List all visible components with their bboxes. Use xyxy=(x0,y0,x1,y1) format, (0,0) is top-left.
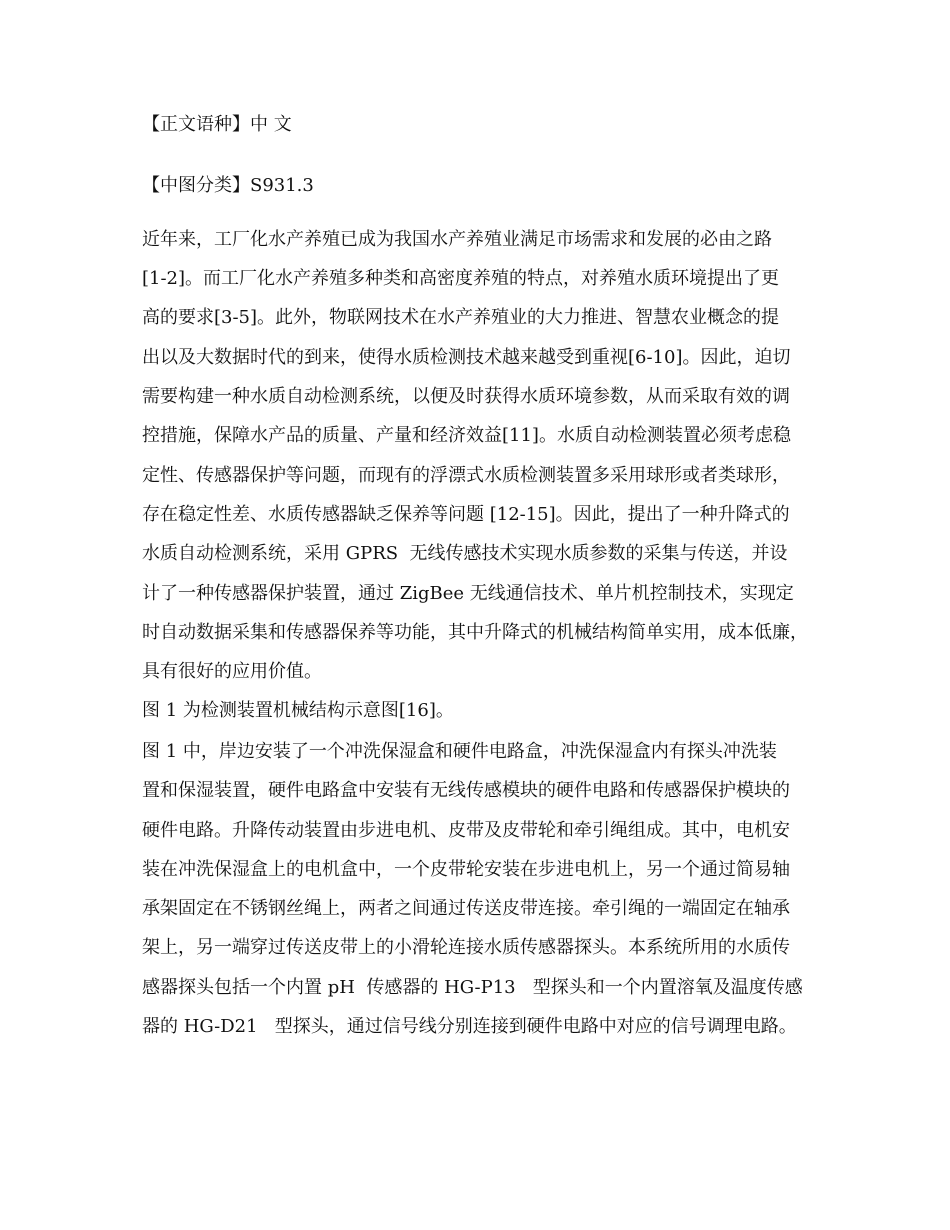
classification-field: 【中图分类】S931.3 xyxy=(142,175,314,196)
text-line: 近年来，工厂化水产养殖已成为我国水产养殖业满足市场需求和发展的必由之路 xyxy=(142,229,772,250)
text-line: 感器探头包括一个内置 pH 传感器的 HG-P13 型探头和一个内置溶氧及温度传感 xyxy=(142,977,803,998)
text-line: 硬件电路。升降传动装置由步进电机、皮带及皮带轮和牵引绳组成。其中，电机安 xyxy=(142,820,790,841)
figure-reference-paragraph: 图 1 为检测装置机械结构示意图[16]。 xyxy=(142,700,454,721)
text-line: 控措施，保障水产品的质量、产量和经济效益[11]。水质自动检测装置必须考虑稳 xyxy=(142,425,791,446)
text-line: 出以及大数据时代的到来，使得水质检测技术越来越受到重视[6-10]。因此，迫切 xyxy=(142,347,791,368)
text-line: [1-2]。而工厂化水产养殖多种类和高密度养殖的特点，对养殖水质环境提出了更 xyxy=(142,268,780,289)
text-line: 承架固定在不锈钢丝绳上，两者之间通过传送皮带连接。牵引绳的一端固定在轴承 xyxy=(142,898,790,919)
text-line: 计了一种传感器保护装置，通过 ZigBee 无线通信技术、单片机控制技术，实现定 xyxy=(142,583,794,604)
text-line: 架上，另一端穿过传送皮带上的小滑轮连接水质传感器探头。本系统所用的水质传 xyxy=(142,937,790,958)
text-line: 具有很好的应用价值。 xyxy=(142,661,322,682)
language-field: 【正文语种】中 文 xyxy=(142,114,292,135)
text-line: 置和保湿装置，硬件电路盒中安装有无线传感模块的硬件电路和传感器保护模块的 xyxy=(142,780,790,801)
text-line: 水质自动检测系统，采用 GPRS 无线传感技术实现水质参数的采集与传送，并设 xyxy=(142,543,788,564)
text-line: 器的 HG-D21 型探头，通过信号线分别连接到硬件电路中对应的信号调理电路。 xyxy=(142,1016,797,1037)
text-line: 存在稳定性差、水质传感器缺乏保养等问题 [12-15]。因此，提出了一种升降式的 xyxy=(142,504,790,525)
text-line: 图 1 中，岸边安装了一个冲洗保湿盒和硬件电路盒，冲洗保湿盒内有探头冲洗装 xyxy=(142,741,777,762)
text-line: 装在冲洗保湿盒上的电机盒中，一个皮带轮安装在步进电机上，另一个通过简易轴 xyxy=(142,859,790,880)
text-line: 需要构建一种水质自动检测系统，以便及时获得水质环境参数，从而采取有效的调 xyxy=(142,386,790,407)
text-line: 时自动数据采集和传感器保养等功能，其中升降式的机械结构简单实用，成本低廉， xyxy=(142,622,808,643)
text-line: 定性、传感器保护等问题，而现有的浮漂式水质检测装置多采用球形或者类球形， xyxy=(142,465,790,486)
text-line: 高的要求[3-5]。此外，物联网技术在水产养殖业的大力推进、智慧农业概念的提 xyxy=(142,307,780,328)
